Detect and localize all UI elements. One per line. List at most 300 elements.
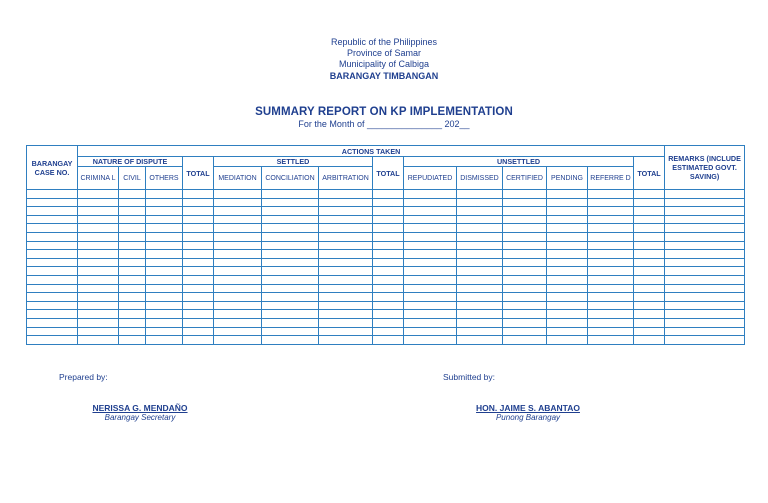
table-cell (404, 301, 457, 310)
mediation-header: MEDIATION (214, 167, 262, 190)
table-cell (262, 250, 319, 259)
table-cell (119, 318, 146, 327)
table-cell (373, 336, 404, 345)
table-cell (214, 275, 262, 284)
table-cell (119, 215, 146, 224)
table-cell (214, 198, 262, 207)
table-cell (27, 232, 78, 241)
table-cell (214, 190, 262, 199)
actions-taken-header: ACTIONS TAKEN (78, 146, 665, 157)
table-cell (503, 258, 547, 267)
table-cell (146, 310, 183, 319)
table-cell (119, 258, 146, 267)
table-cell (319, 336, 373, 345)
table-cell (319, 241, 373, 250)
table-cell (319, 258, 373, 267)
table-cell (27, 336, 78, 345)
table-cell (547, 318, 588, 327)
table-cell (319, 215, 373, 224)
table-cell (78, 293, 119, 302)
table-cell (588, 301, 634, 310)
table-cell (78, 336, 119, 345)
table-cell (146, 207, 183, 216)
table-cell (547, 232, 588, 241)
table-cell (27, 318, 78, 327)
prepared-by-position: Barangay Secretary (104, 413, 176, 422)
table-cell (547, 275, 588, 284)
table-cell (262, 284, 319, 293)
table-cell (665, 275, 745, 284)
table-cell (404, 318, 457, 327)
table-cell (404, 336, 457, 345)
table-cell (78, 250, 119, 259)
table-cell (319, 224, 373, 233)
table-cell (404, 241, 457, 250)
table-cell (404, 190, 457, 199)
table-cell (373, 250, 404, 259)
nature-of-dispute-header: NATURE OF DISPUTE (78, 157, 183, 167)
table-cell (457, 293, 503, 302)
table-cell (214, 241, 262, 250)
table-row (27, 241, 745, 250)
table-cell (404, 293, 457, 302)
table-cell (634, 215, 665, 224)
table-cell (457, 310, 503, 319)
table-cell (214, 267, 262, 276)
table-row (27, 327, 745, 336)
table-cell (404, 258, 457, 267)
table-cell (634, 318, 665, 327)
table-cell (457, 284, 503, 293)
table-cell (262, 310, 319, 319)
table-cell (319, 284, 373, 293)
certified-header: CERTIFIED (503, 167, 547, 190)
table-cell (262, 267, 319, 276)
table-cell (665, 241, 745, 250)
table-cell (119, 232, 146, 241)
table-cell (319, 207, 373, 216)
table-row (27, 232, 745, 241)
pending-header: PENDING (547, 167, 588, 190)
table-cell (588, 318, 634, 327)
table-cell (373, 310, 404, 319)
table-cell (214, 318, 262, 327)
table-cell (183, 241, 214, 250)
header-republic: Republic of the Philippines (330, 37, 438, 47)
table-cell (547, 207, 588, 216)
table-cell (146, 215, 183, 224)
table-cell (665, 301, 745, 310)
table-cell (503, 310, 547, 319)
table-cell (588, 224, 634, 233)
table-cell (27, 327, 78, 336)
table-cell (78, 310, 119, 319)
table-cell (547, 224, 588, 233)
table-cell (262, 198, 319, 207)
table-cell (319, 310, 373, 319)
table-cell (214, 207, 262, 216)
table-cell (319, 293, 373, 302)
table-cell (457, 241, 503, 250)
criminal-header: CRIMINA L (78, 167, 119, 190)
table-cell (262, 190, 319, 199)
table-cell (262, 224, 319, 233)
report-subtitle: For the Month of _______________ 202__ (298, 119, 470, 129)
table-cell (404, 267, 457, 276)
table-cell (373, 318, 404, 327)
table-cell (27, 301, 78, 310)
table-row (27, 301, 745, 310)
table-cell (588, 336, 634, 345)
table-row (27, 336, 745, 345)
table-cell (665, 250, 745, 259)
table-cell (634, 267, 665, 276)
table-cell (119, 241, 146, 250)
table-cell (547, 310, 588, 319)
table-cell (262, 275, 319, 284)
table-cell (588, 293, 634, 302)
table-cell (119, 267, 146, 276)
table-cell (78, 327, 119, 336)
table-cell (373, 258, 404, 267)
table-cell (78, 258, 119, 267)
table-row (27, 224, 745, 233)
table-cell (404, 327, 457, 336)
table-cell (373, 267, 404, 276)
table-cell (183, 301, 214, 310)
others-header: OTHERS (146, 167, 183, 190)
table-cell (146, 284, 183, 293)
table-cell (457, 232, 503, 241)
table-cell (27, 241, 78, 250)
table-cell (146, 267, 183, 276)
table-cell (634, 293, 665, 302)
table-cell (262, 232, 319, 241)
table-row (27, 198, 745, 207)
table-cell (119, 293, 146, 302)
table-cell (214, 224, 262, 233)
table-row (27, 258, 745, 267)
table-cell (27, 190, 78, 199)
conciliation-header: CONCILIATION (262, 167, 319, 190)
table-cell (634, 336, 665, 345)
table-cell (183, 207, 214, 216)
table-cell (183, 215, 214, 224)
table-cell (373, 327, 404, 336)
table-cell (262, 336, 319, 345)
table-cell (183, 224, 214, 233)
table-row (27, 215, 745, 224)
table-cell (27, 267, 78, 276)
table-cell (547, 336, 588, 345)
table-cell (588, 207, 634, 216)
table-cell (119, 275, 146, 284)
table-cell (373, 301, 404, 310)
table-cell (319, 198, 373, 207)
table-cell (503, 224, 547, 233)
table-cell (319, 267, 373, 276)
table-row (27, 318, 745, 327)
table-cell (146, 293, 183, 302)
table-cell (214, 293, 262, 302)
remarks-header: REMARKS (INCLUDE ESTIMATED GOVT. SAVING) (665, 146, 745, 190)
table-cell (262, 301, 319, 310)
table-cell (634, 207, 665, 216)
table-cell (503, 318, 547, 327)
table-cell (78, 275, 119, 284)
table-cell (119, 207, 146, 216)
table-cell (665, 327, 745, 336)
table-cell (119, 336, 146, 345)
table-cell (547, 215, 588, 224)
table-cell (119, 310, 146, 319)
prepared-by-label: Prepared by: (59, 372, 108, 382)
table-cell (146, 241, 183, 250)
header-municipality: Municipality of Calbiga (338, 59, 430, 69)
table-cell (262, 207, 319, 216)
table-cell (547, 267, 588, 276)
table-cell (214, 258, 262, 267)
table-cell (588, 198, 634, 207)
table-cell (665, 224, 745, 233)
table-cell (634, 275, 665, 284)
table-cell (404, 198, 457, 207)
submitted-by-name: HON. JAIME S. ABANTAO (476, 403, 580, 413)
table-cell (183, 267, 214, 276)
table-cell (547, 284, 588, 293)
table-cell (78, 267, 119, 276)
table-row (27, 190, 745, 199)
table-cell (547, 250, 588, 259)
table-cell (547, 301, 588, 310)
table-cell (146, 336, 183, 345)
table-cell (457, 327, 503, 336)
table-cell (214, 310, 262, 319)
settled-header: SETTLED (214, 157, 373, 167)
table-cell (665, 198, 745, 207)
table-cell (404, 284, 457, 293)
table-cell (183, 336, 214, 345)
table-cell (503, 275, 547, 284)
table-cell (27, 284, 78, 293)
table-cell (373, 190, 404, 199)
table-row (27, 207, 745, 216)
table-cell (665, 284, 745, 293)
table-cell (665, 207, 745, 216)
table-cell (27, 275, 78, 284)
table-cell (404, 275, 457, 284)
table-cell (634, 198, 665, 207)
header-barangay: BARANGAY TIMBANGAN (329, 71, 439, 81)
table-cell (146, 301, 183, 310)
table-cell (119, 224, 146, 233)
table-cell (78, 301, 119, 310)
table-cell (373, 207, 404, 216)
table-cell (634, 241, 665, 250)
table-cell (27, 207, 78, 216)
table-cell (547, 198, 588, 207)
table-row (27, 310, 745, 319)
table-cell (634, 310, 665, 319)
table-cell (503, 301, 547, 310)
table-cell (588, 241, 634, 250)
table-row (27, 284, 745, 293)
table-cell (183, 250, 214, 259)
table-cell (262, 258, 319, 267)
table-cell (146, 250, 183, 259)
table-cell (404, 215, 457, 224)
table-cell (373, 241, 404, 250)
table-cell (503, 284, 547, 293)
table-cell (262, 215, 319, 224)
table-cell (183, 232, 214, 241)
table-cell (183, 293, 214, 302)
table-cell (457, 207, 503, 216)
table-cell (503, 336, 547, 345)
table-cell (588, 232, 634, 241)
table-cell (588, 267, 634, 276)
barangay-case-no-header: BARANGAY CASE NO. (27, 146, 78, 190)
table-cell (588, 275, 634, 284)
table-cell (27, 224, 78, 233)
table-cell (665, 258, 745, 267)
table-cell (27, 198, 78, 207)
arbitration-header: ARBITRATION (319, 167, 373, 190)
table-cell (262, 293, 319, 302)
total-settled-header: TOTAL (373, 157, 404, 190)
table-cell (119, 327, 146, 336)
table-cell (404, 232, 457, 241)
table-cell (373, 275, 404, 284)
table-cell (547, 327, 588, 336)
table-cell (78, 190, 119, 199)
table-cell (404, 250, 457, 259)
table-cell (665, 232, 745, 241)
table-cell (119, 250, 146, 259)
total-unsettled-header: TOTAL (634, 157, 665, 190)
table-cell (404, 310, 457, 319)
table-cell (319, 250, 373, 259)
table-cell (262, 318, 319, 327)
report-title: SUMMARY REPORT ON KP IMPLEMENTATION (255, 106, 513, 118)
unsettled-header: UNSETTLED (404, 157, 634, 167)
table-cell (214, 215, 262, 224)
table-cell (78, 207, 119, 216)
table-cell (27, 258, 78, 267)
table-cell (119, 284, 146, 293)
table-cell (634, 190, 665, 199)
table-cell (146, 318, 183, 327)
table-cell (183, 284, 214, 293)
table-cell (588, 327, 634, 336)
submitted-by-position: Punong Barangay (495, 413, 561, 422)
table-cell (634, 301, 665, 310)
table-cell (503, 215, 547, 224)
table-cell (146, 190, 183, 199)
table-cell (634, 258, 665, 267)
table-cell (183, 190, 214, 199)
table-cell (146, 198, 183, 207)
table-cell (665, 267, 745, 276)
table-cell (503, 207, 547, 216)
table-cell (214, 284, 262, 293)
table-cell (634, 327, 665, 336)
table-cell (319, 275, 373, 284)
prepared-by-name: NERISSA G. MENDAÑO (92, 403, 188, 413)
table-cell (214, 327, 262, 336)
table-cell (404, 207, 457, 216)
table-cell (588, 215, 634, 224)
table-cell (78, 318, 119, 327)
table-cell (588, 310, 634, 319)
table-row (27, 250, 745, 259)
table-cell (665, 310, 745, 319)
table-cell (547, 293, 588, 302)
table-cell (503, 267, 547, 276)
table-cell (183, 275, 214, 284)
table-cell (503, 293, 547, 302)
table-row (27, 275, 745, 284)
table-cell (373, 215, 404, 224)
table-cell (373, 284, 404, 293)
table-cell (373, 232, 404, 241)
table-cell (634, 232, 665, 241)
table-cell (588, 190, 634, 199)
table-cell (78, 241, 119, 250)
referred-header: REFERRE D (588, 167, 634, 190)
table-cell (588, 250, 634, 259)
table-cell (503, 190, 547, 199)
table-cell (214, 336, 262, 345)
table-cell (457, 267, 503, 276)
table-cell (146, 224, 183, 233)
table-cell (146, 232, 183, 241)
table-cell (319, 301, 373, 310)
table-cell (665, 293, 745, 302)
table-cell (78, 215, 119, 224)
submitted-by-label: Submitted by: (443, 372, 495, 382)
table-cell (665, 336, 745, 345)
table-cell (319, 232, 373, 241)
table-cell (503, 232, 547, 241)
table-cell (319, 318, 373, 327)
table-cell (119, 198, 146, 207)
table-cell (183, 327, 214, 336)
table-cell (119, 190, 146, 199)
table-cell (319, 327, 373, 336)
table-cell (78, 284, 119, 293)
table-cell (262, 241, 319, 250)
table-cell (457, 250, 503, 259)
table-cell (588, 258, 634, 267)
table-cell (634, 284, 665, 293)
repudiated-header: REPUDIATED (404, 167, 457, 190)
table-cell (634, 224, 665, 233)
table-row (27, 267, 745, 276)
table-cell (588, 284, 634, 293)
header-province: Province of Samar (346, 48, 422, 58)
table-cell (183, 318, 214, 327)
table-cell (503, 327, 547, 336)
table-cell (457, 336, 503, 345)
table-cell (27, 310, 78, 319)
table-cell (78, 232, 119, 241)
table-cell (457, 198, 503, 207)
kp-summary-table (26, 145, 745, 345)
table-cell (457, 190, 503, 199)
total-dispute-header: TOTAL (183, 157, 214, 190)
table-cell (547, 258, 588, 267)
